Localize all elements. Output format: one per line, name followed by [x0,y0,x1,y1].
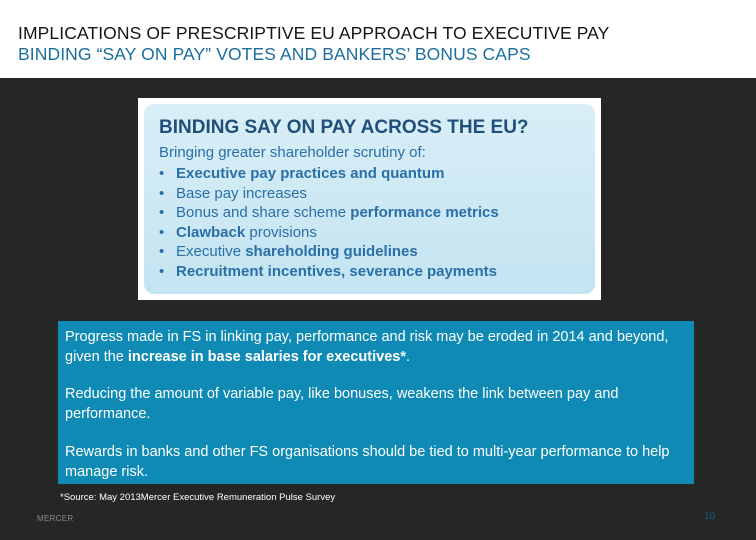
bullet-text-bold: performance metrics [350,204,499,222]
bullet-text-regular: Base pay increases [176,184,307,202]
bullet-text-bold: Executive pay practices and quantum [176,165,445,182]
implications-panel [58,321,694,484]
paragraph-progress-eroded [65,328,685,367]
paragraph-text-end: . [405,348,411,365]
bullet-text-regular: provisions [245,223,317,241]
bullet-item-executive-pay [159,164,499,184]
bullet-item-base-pay [159,184,499,204]
bullet-icon: • [159,184,165,202]
bullet-icon: • [159,165,165,182]
bullet-text-regular: Bonus and share scheme [176,204,351,222]
slide-title: IMPLICATIONS OF PRESCRIPTIVE EU APPROACH TO EXECUTIVE PAY [18,23,610,43]
bullet-text-regular: Executive [176,243,246,261]
slide-subtitle: BINDING “SAY ON PAY” VOTES AND BANKERS’ BONUS CAPS [18,44,531,64]
card-subheading: Bringing greater shareholder scrutiny of: [159,144,426,161]
bullet-icon: • [159,262,165,280]
bullet-item-shareholding [159,242,499,262]
paragraph-emphasis: increase in base salaries for executives* [127,348,406,365]
paragraph-multi-year: Rewards in banks and other FS organisations should be tied to multi-year performance to help manage risk. [65,444,670,480]
bullet-item-performance-metrics [159,203,499,223]
bullet-item-clawback [159,223,499,243]
source-footnote: *Source: May 2013Mercer Executive Remuneration Pulse Survey [60,492,336,503]
bullet-icon: • [159,223,165,241]
say-on-pay-card-panel [144,104,595,294]
mercer-logo: MERCER [37,514,74,523]
paragraph-text: Progress made in FS in linking pay, performance and risk may be eroded in 2014 and beyond, given the [65,329,669,365]
bullet-icon: • [159,204,165,222]
scrutiny-bullet-list [159,164,499,282]
bullet-text-bold: shareholding guidelines [245,243,418,261]
paragraph-variable-pay: Reducing the amount of variable pay, like bonuses, weakens the link between pay and performance. [65,386,619,422]
bullet-icon: • [159,243,165,261]
title-band [0,0,756,78]
page-number: 10 [704,511,716,522]
bullet-item-recruitment [159,262,499,282]
bullet-text-bold: Recruitment incentives, severance payments [176,262,497,280]
card-heading: BINDING SAY ON PAY ACROSS THE EU? [159,117,529,138]
bullet-text-bold: Clawback [176,223,246,241]
say-on-pay-card [138,98,601,300]
